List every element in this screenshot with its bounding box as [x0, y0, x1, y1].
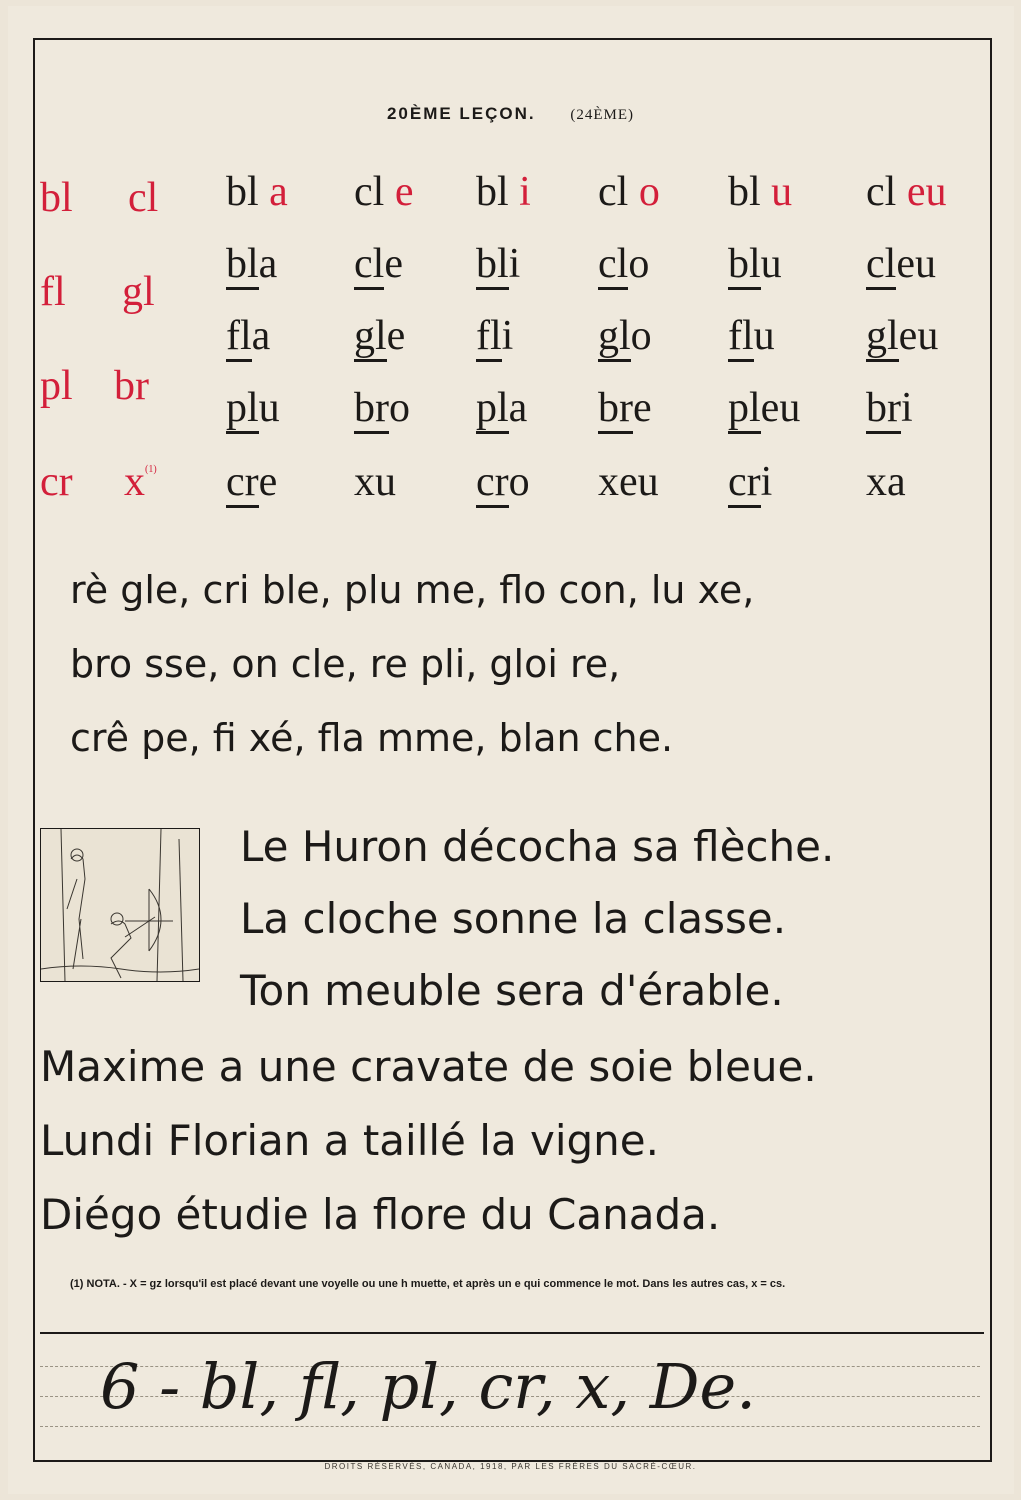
syllable: xu [354, 459, 396, 505]
syllable: cri [728, 458, 772, 506]
syllable: fli [476, 312, 513, 360]
syllable: flu [728, 312, 775, 360]
syllable: clo [598, 240, 649, 288]
lesson-subtitle: (24ÈME) [570, 107, 635, 123]
word-line-1: rè gle, cri ble, plu me, flo con, lu xe, [70, 568, 755, 612]
archer-illustration [40, 828, 200, 982]
syllable: xa [866, 459, 906, 505]
sentence-1: Le Huron décocha sa flèche. [240, 822, 835, 871]
syllable: bl a [226, 169, 288, 215]
sentence-6: Diégo étudie la flore du Canada. [40, 1190, 721, 1239]
sentence-2: La cloche sonne la classe. [240, 894, 787, 943]
syllable: cl e [354, 169, 414, 215]
syllable: blu [728, 240, 782, 288]
syllable: bro [354, 384, 410, 432]
lesson-title-text: 20ÈME LEÇON. [386, 104, 536, 123]
sentence-3: Ton meuble sera d'érable. [240, 966, 784, 1015]
consonant-br: br [114, 363, 149, 409]
lesson-title [0, 104, 1021, 124]
grid-row-5 [226, 458, 986, 518]
grid-row-2 [226, 240, 986, 300]
syllable: cl o [598, 169, 660, 215]
syllable: bli [476, 240, 520, 288]
syllable: pleu [728, 384, 800, 432]
sentence-5: Lundi Florian a taillé la vigne. [40, 1116, 659, 1165]
archer-drawing [41, 829, 199, 981]
syllable: cle [354, 240, 403, 288]
grid-row-3 [226, 312, 986, 372]
syllable: fla [226, 312, 270, 360]
syllable: cl eu [866, 169, 947, 215]
syllable: bla [226, 240, 277, 288]
syllable: xeu [598, 459, 659, 505]
consonant-pl: pl [40, 363, 73, 409]
syllable: cleu [866, 240, 936, 288]
sentence-4: Maxime a une cravate de soie bleue. [40, 1042, 817, 1091]
consonant-bl: bl [40, 175, 73, 221]
word-line-3: crê pe, fi xé, fla mme, blan che. [70, 716, 674, 760]
footnote-mark: (1) [145, 464, 157, 475]
consonant-cr: cr [40, 459, 73, 505]
syllable: bri [866, 384, 913, 432]
copyright-footer: DROITS RÉSERVÉS, CANADA, 1918, PAR LES FRÈRES DU SACRÉ-CŒUR. [324, 1462, 697, 1471]
syllable: gleu [866, 312, 938, 360]
grid-row-4 [226, 384, 986, 444]
nota-footnote: (1) NOTA. - X = gz lorsqu'il est placé devant une voyelle ou une h muette, et après un e qui commence le mot. Dans les autres cas, x = cs. [70, 1278, 786, 1290]
syllable: glo [598, 312, 652, 360]
consonant-fl: fl [40, 269, 66, 315]
grid-row-1 [226, 168, 986, 228]
word-line-2: bro sse, on cle, re pli, gloi re, [70, 642, 621, 686]
consonant-gl: gl [122, 269, 155, 315]
syllable: cro [476, 458, 530, 506]
syllable: pla [476, 384, 527, 432]
consonant-x [124, 458, 157, 506]
consonant-cl: cl [128, 175, 159, 221]
syllable: cre [226, 458, 277, 506]
syllable: bl i [476, 169, 531, 215]
syllable: bl u [728, 169, 793, 215]
syllable: bre [598, 384, 652, 432]
handwriting-top-rule [40, 1332, 984, 1334]
cursive-practice-line: 6 - bl, fl, pl, cr, x, De. [100, 1350, 756, 1423]
consonant-x-text: x [124, 459, 145, 505]
syllable: plu [226, 384, 280, 432]
syllable: gle [354, 312, 405, 360]
